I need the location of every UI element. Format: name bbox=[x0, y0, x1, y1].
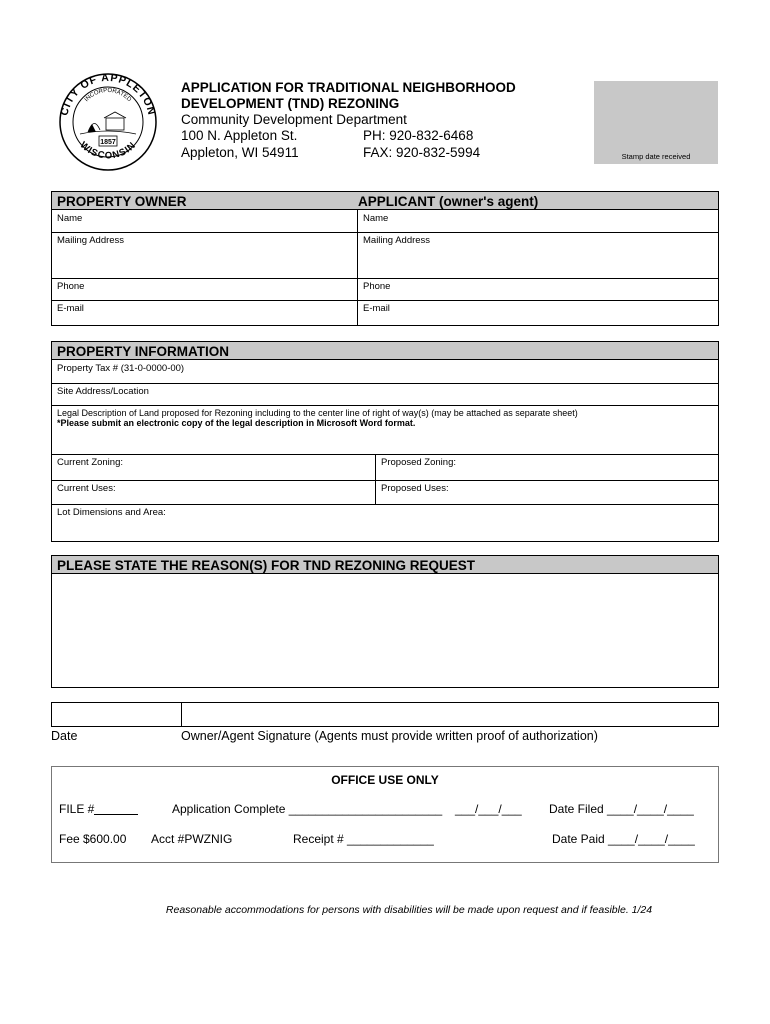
proposed-uses-field[interactable] bbox=[376, 480, 718, 504]
application-complete-label: Application Complete _______________________ bbox=[172, 802, 443, 816]
site-address-label: Site Address/Location bbox=[57, 386, 149, 397]
current-uses-field[interactable] bbox=[52, 480, 375, 504]
reason-textarea[interactable] bbox=[52, 574, 718, 687]
receipt-label: Receipt # _____________ bbox=[293, 832, 434, 846]
file-number-label bbox=[59, 802, 138, 816]
seal-inner-text: INCORPORATED bbox=[83, 87, 133, 104]
seal-top-text: CITY OF APPLETON bbox=[58, 72, 158, 117]
date-label: Date bbox=[51, 729, 78, 743]
proposed-zoning-field[interactable] bbox=[376, 454, 718, 480]
applicant-phone-label: Phone bbox=[363, 281, 391, 292]
legal-description-field[interactable] bbox=[52, 405, 718, 454]
application-complete-date: ___/___/___ bbox=[455, 802, 522, 816]
file-label-text: FILE # bbox=[59, 802, 95, 816]
footer-note: Reasonable accommodations for persons with disabilities will be made upon request and if feasible. 1/24 bbox=[165, 904, 653, 916]
property-tax-field[interactable] bbox=[52, 360, 718, 383]
owner-phone-label: Phone bbox=[57, 281, 85, 292]
file-number-blank[interactable] bbox=[94, 814, 138, 815]
legal-description-note: *Please submit an electronic copy of the legal description in Microsoft Word format. bbox=[57, 418, 416, 428]
property-information-section bbox=[51, 341, 719, 542]
proposed-uses-label: Proposed Uses: bbox=[381, 483, 449, 494]
applicant-heading: APPLICANT (owner's agent) bbox=[358, 194, 539, 209]
fee-label: Fee $600.00 bbox=[59, 832, 127, 846]
city-seal bbox=[58, 72, 158, 172]
date-filed-label: Date Filed ____/____/____ bbox=[549, 802, 694, 816]
fax-number: FAX: 920-832-5994 bbox=[363, 145, 481, 160]
lot-dimensions-label: Lot Dimensions and Area: bbox=[57, 507, 166, 518]
applicant-name-field[interactable] bbox=[358, 210, 718, 232]
form-title bbox=[181, 80, 516, 112]
legal-description-label: Legal Description of Land proposed for Rezoning including to the center line of right of way(s) (may be attached as separate sheet) bbox=[57, 408, 578, 418]
svg-text:INCORPORATED bbox=[84, 88, 133, 104]
owner-email-label: E-mail bbox=[57, 303, 84, 314]
applicant-mailing-field[interactable] bbox=[358, 232, 718, 278]
lot-dimensions-field[interactable] bbox=[52, 504, 718, 541]
applicant-name-label: Name bbox=[363, 213, 389, 224]
stamp-box bbox=[594, 81, 718, 164]
applicant-email-field[interactable] bbox=[358, 300, 718, 325]
current-zoning-field[interactable] bbox=[52, 454, 375, 480]
address-street: 100 N. Appleton St. bbox=[181, 128, 298, 143]
date-input[interactable] bbox=[52, 703, 181, 726]
office-use-section bbox=[51, 766, 719, 863]
office-use-heading: OFFICE USE ONLY bbox=[331, 773, 439, 787]
current-uses-label: Current Uses: bbox=[57, 483, 116, 494]
owner-applicant-section bbox=[51, 191, 719, 326]
current-zoning-label: Current Zoning: bbox=[57, 457, 124, 468]
property-section-header: PROPERTY INFORMATION bbox=[52, 342, 718, 360]
seal-bottom-text: WISCONSIN bbox=[77, 139, 139, 162]
owner-mailing-label: Mailing Address bbox=[57, 235, 125, 246]
applicant-mailing-label: Mailing Address bbox=[363, 235, 431, 246]
signature-input[interactable] bbox=[182, 703, 718, 726]
account-label: Acct #PWZNIG bbox=[151, 832, 233, 846]
owner-name-label: Name bbox=[57, 213, 83, 224]
signature-row bbox=[51, 702, 719, 727]
applicant-phone-field[interactable] bbox=[358, 278, 718, 300]
address-city: Appleton, WI 54911 bbox=[181, 145, 299, 160]
applicant-email-label: E-mail bbox=[363, 303, 390, 314]
seal-graphic bbox=[58, 72, 158, 172]
site-address-field[interactable] bbox=[52, 383, 718, 405]
reason-section-header: PLEASE STATE THE REASON(S) FOR TND REZONING REQUEST bbox=[52, 556, 718, 574]
owner-email-field[interactable] bbox=[52, 300, 357, 325]
stamp-label: Stamp date received bbox=[621, 152, 691, 161]
signature-label: Owner/Agent Signature (Agents must provide written proof of authorization) bbox=[181, 729, 598, 743]
department-name: Community Development Department bbox=[181, 112, 407, 127]
owner-mailing-field[interactable] bbox=[52, 232, 357, 278]
owner-phone-field[interactable] bbox=[52, 278, 357, 300]
proposed-zoning-label: Proposed Zoning: bbox=[381, 457, 456, 468]
owner-name-field[interactable] bbox=[52, 210, 357, 232]
phone-number: PH: 920-832-6468 bbox=[363, 128, 474, 143]
seal-year: 1857 bbox=[100, 139, 116, 146]
date-paid-label: Date Paid ____/____/____ bbox=[552, 832, 695, 846]
title-line-2: DEVELOPMENT (TND) REZONING bbox=[181, 96, 400, 111]
title-line-1: APPLICATION FOR TRADITIONAL NEIGHBORHOOD bbox=[181, 80, 516, 95]
property-owner-heading: PROPERTY OWNER bbox=[57, 194, 187, 209]
svg-text:CITY OF APPLETON bbox=[58, 72, 157, 117]
owner-section-header bbox=[52, 192, 718, 210]
property-tax-label: Property Tax # (31-0-0000-00) bbox=[57, 363, 185, 374]
reason-section bbox=[51, 555, 719, 688]
